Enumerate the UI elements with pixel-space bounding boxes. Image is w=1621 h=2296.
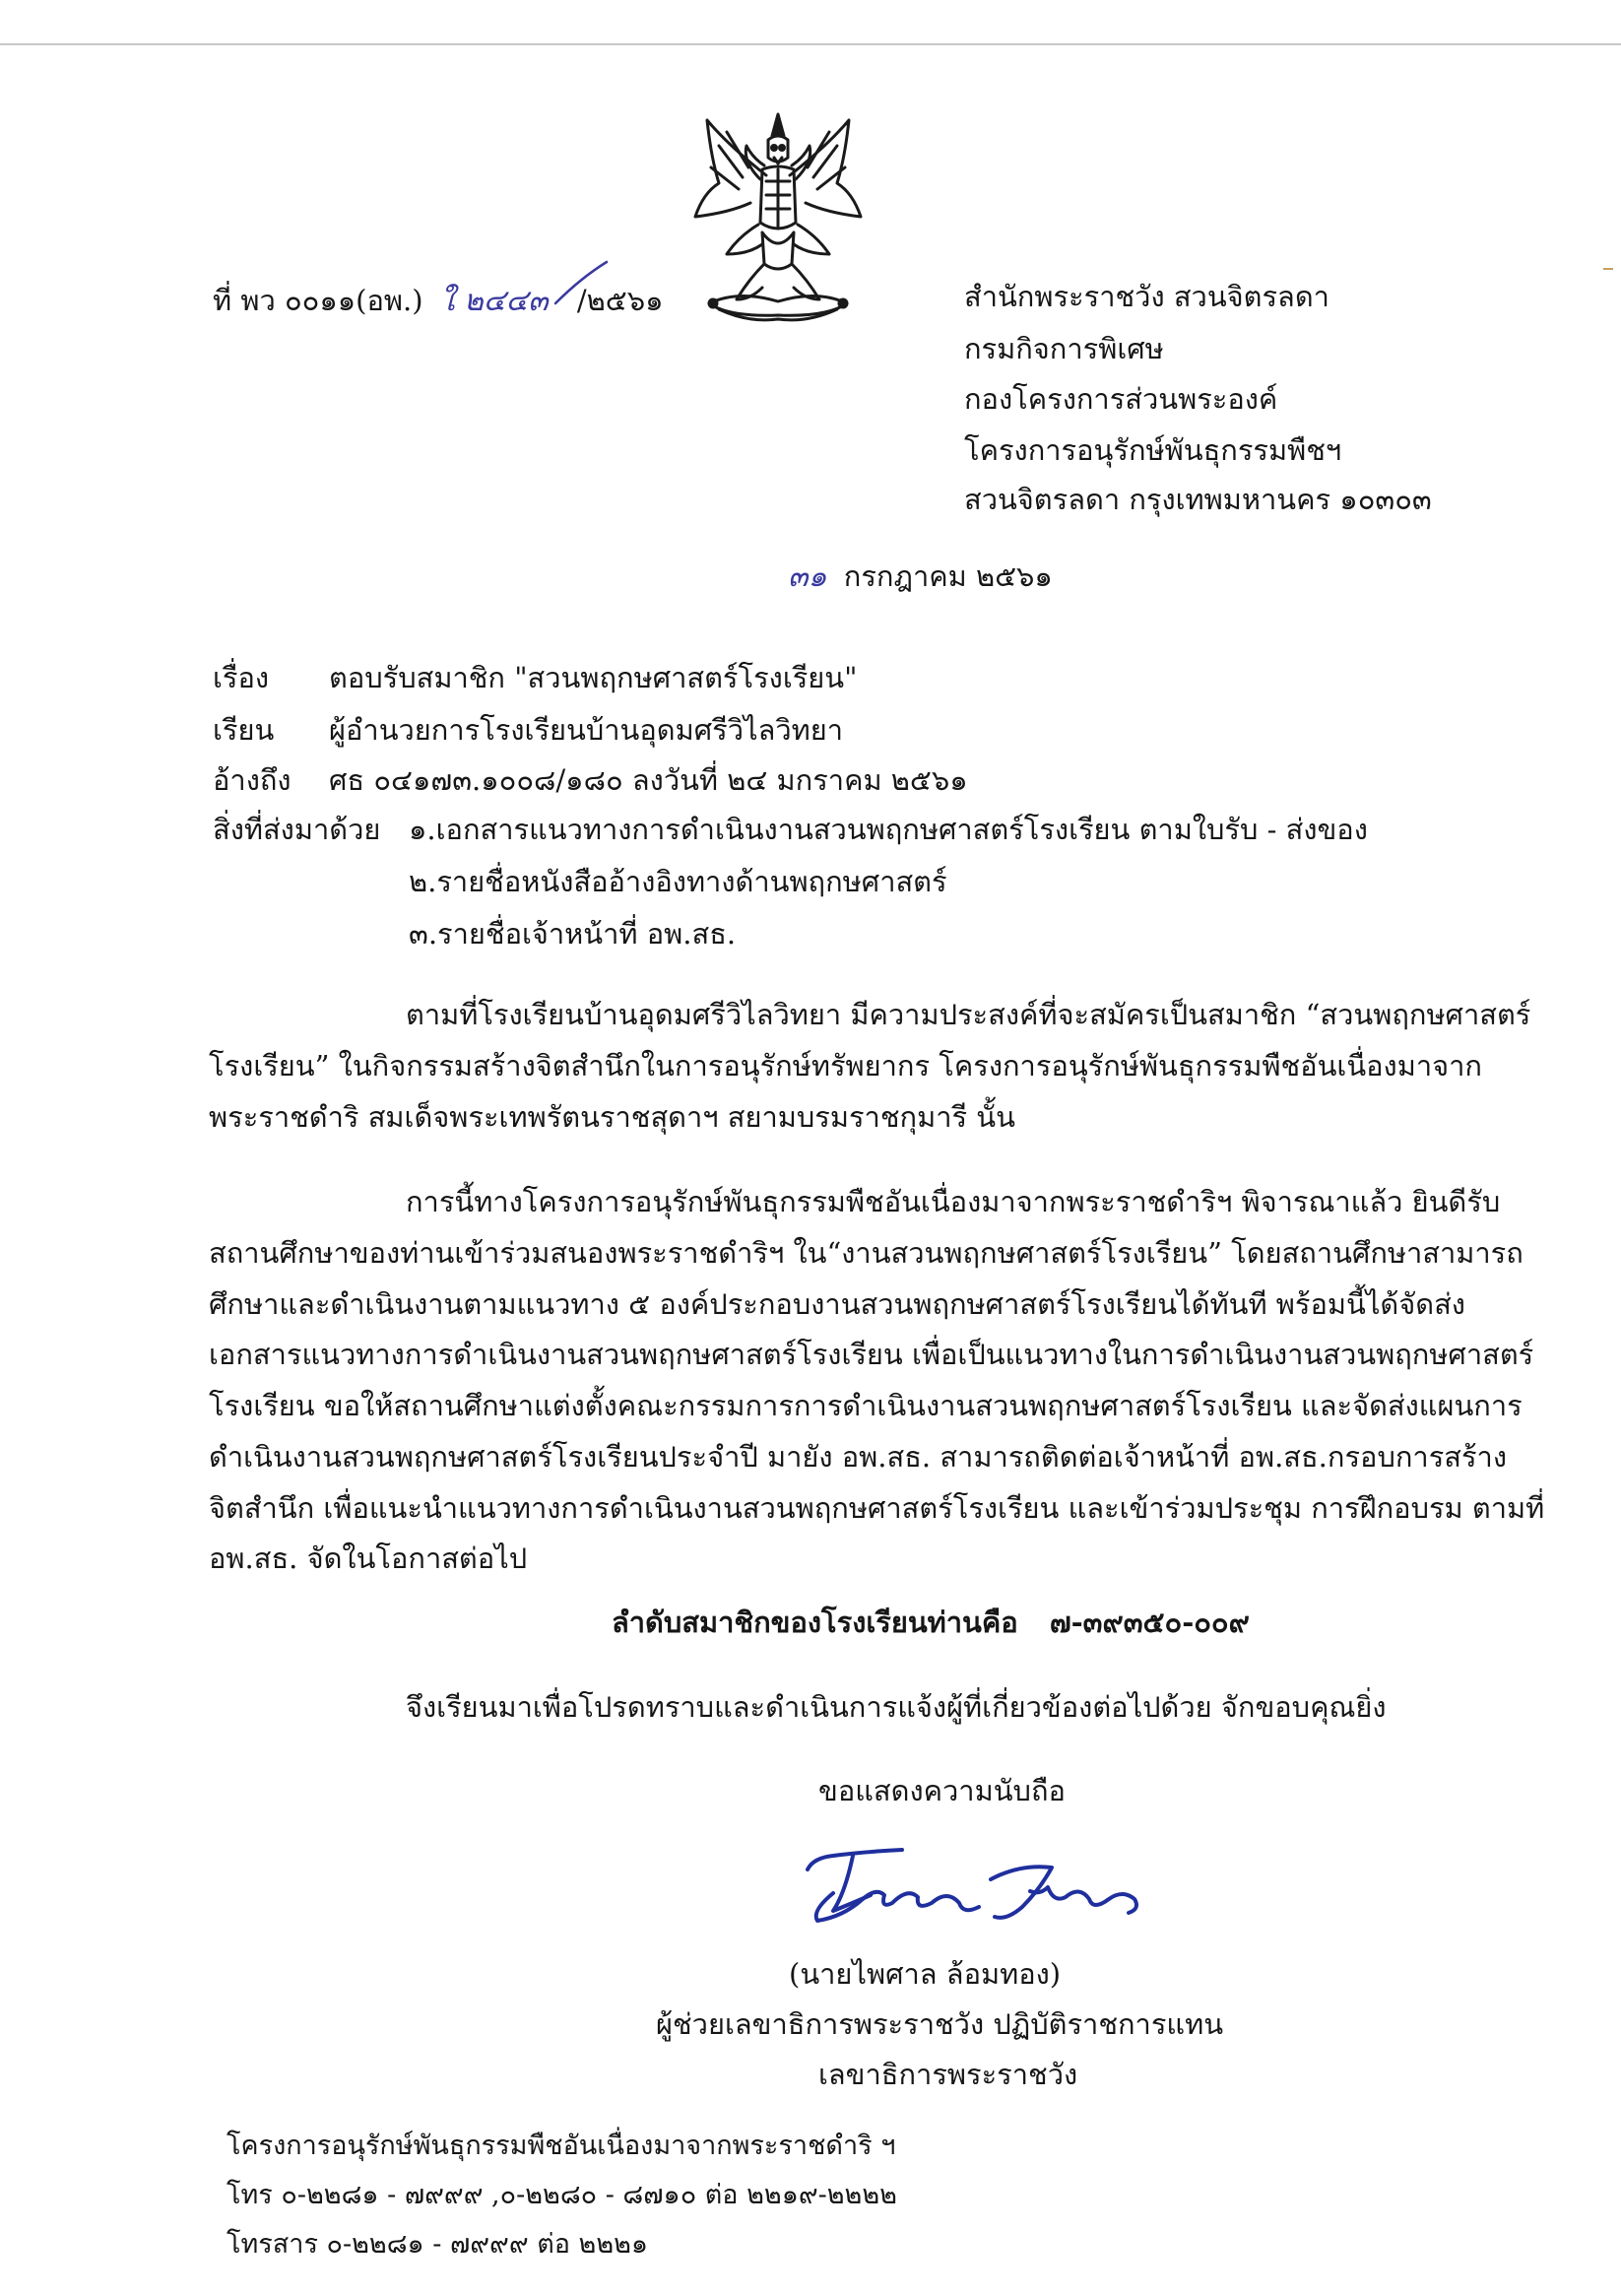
member-number-line: [612, 1603, 1250, 1642]
office-line-4: โครงการอนุรักษ์พันธุกรรมพืชฯ: [964, 433, 1342, 467]
enclosure-item-3: ๓.รายชื่อเจ้าหน้าที่ อพ.สธ.: [409, 917, 737, 951]
handwritten-slash-icon: [551, 258, 611, 307]
office-line-5: สวนจิตรลดา กรุงเทพมหานคร ๑๐๓๐๓: [964, 483, 1432, 516]
member-number-label: ลำดับสมาชิกของโรงเรียนท่านคือ: [612, 1606, 1018, 1639]
reference-value: ศธ ๐๔๑๗๓.๑๐๐๘/๑๘๐ ลงวันที่ ๒๔ มกราคม ๒๕๖๑: [329, 763, 968, 797]
paragraph2-line: จิตสำนึก เพื่อแนะนำแนวทางการดำเนินงานสวนพฤกษศาสตร์โรงเรียน และเข้าร่วมประชุม การฝึกอบรม ตามที่: [209, 1491, 1545, 1525]
paragraph1-line: ตามที่โรงเรียนบ้านอุดมศรีวิไลวิทยา มีความประสงค์ที่จะสมัครเป็นสมาชิก “สวนพฤกษศาสตร์: [406, 998, 1531, 1031]
scan-mark: [1603, 268, 1613, 270]
to-value: ผู้อำนวยการโรงเรียนบ้านอุดมศรีวิไลวิทยา: [329, 713, 844, 747]
date-month-year: กรกฎาคม ๒๕๖๑: [843, 559, 1053, 593]
enclosure-label: สิ่งที่ส่งมาด้วย: [213, 813, 381, 846]
top-scan-edge: [0, 43, 1621, 45]
footer-fax: โทรสาร ๐-๒๒๘๑ - ๗๙๙๙ ต่อ ๒๒๒๑: [227, 2229, 649, 2260]
signer-title-line-2: เลขาธิการพระราชวัง: [818, 2058, 1078, 2091]
handwritten-signature-icon: [794, 1834, 1158, 1942]
paragraph2-line: อพ.สธ. จัดในโอกาสต่อไป: [209, 1542, 528, 1575]
office-line-2: กรมกิจการพิเศษ: [964, 332, 1164, 365]
ref-number-handwritten: ใ ๒๔๔๓: [439, 284, 549, 318]
member-number-value: ๗-๓๙๓๕๐-๐๐๙: [1049, 1606, 1250, 1639]
ref-prefix: ที่ พว ๐๐๑๑(อพ.): [213, 284, 423, 317]
salutation: ขอแสดงความนับถือ: [818, 1774, 1066, 1807]
paragraph2-line: การนี้ทางโครงการอนุรักษ์พันธุกรรมพืชอันเนื่องมาจากพระราชดำริฯ พิจารณาแล้ว ยินดีรับ: [406, 1185, 1501, 1218]
enclosure-item-2: ๒.รายชื่อหนังสืออ้างอิงทางด้านพฤกษศาสตร์: [409, 865, 947, 898]
paragraph1-line: พระราชดำริ สมเด็จพระเทพรัตนราชสุดาฯ สยามบรมราชกุมารี นั้น: [209, 1100, 1015, 1134]
paragraph2-line: ศึกษาและดำเนินงานตามแนวทาง ๕ องค์ประกอบงานสวนพฤกษศาสตร์โรงเรียนได้ทันที พร้อมนี้ได้จัดส่ง: [209, 1287, 1465, 1321]
closing-sentence: จึงเรียนมาเพื่อโปรดทราบและดำเนินการแจ้งผู้ที่เกี่ยวข้องต่อไปด้วย จักขอบคุณยิ่ง: [406, 1690, 1387, 1724]
paragraph2-line: เอกสารแนวทางการดำเนินงานสวนพฤกษศาสตร์โรงเรียน เพื่อเป็นแนวทางในการดำเนินงานสวนพฤกษศาสตร์: [209, 1338, 1534, 1371]
signer-title-line-1: ผู้ช่วยเลขาธิการพระราชวัง ปฏิบัติราชการแทน: [656, 2007, 1224, 2041]
paragraph2-line: โรงเรียน ขอให้สถานศึกษาแต่งตั้งคณะกรรมการการดำเนินงานสวนพฤกษศาสตร์โรงเรียน และจัดส่งแผนการ: [209, 1389, 1523, 1422]
letter-date: [788, 557, 1053, 597]
signer-name: (นายไพศาล ล้อมทอง): [789, 1957, 1062, 1991]
to-label: เรียน: [213, 713, 275, 747]
enclosure-item-1: ๑.เอกสารแนวทางการดำเนินงานสวนพฤกษศาสตร์โรงเรียน ตามใบรับ - ส่งของ: [409, 813, 1368, 846]
paragraph1-line: โรงเรียน” ในกิจกรรมสร้างจิตสำนึกในการอนุรักษ์ทรัพยากร โครงการอนุรักษ์พันธุกรรมพืชอันเนื่องมาจาก: [209, 1049, 1482, 1082]
date-day-handwritten: ๓๑: [788, 559, 827, 594]
footer-organization: โครงการอนุรักษ์พันธุกรรมพืชอันเนื่องมาจากพระราชดำริ ฯ: [227, 2131, 896, 2161]
subject-value: ตอบรับสมาชิก "สวนพฤกษศาสตร์โรงเรียน": [329, 661, 858, 694]
office-line-3: กองโครงการส่วนพระองค์: [964, 382, 1278, 416]
subject-label: เรื่อง: [213, 661, 270, 694]
paragraph2-line: สถานศึกษาของท่านเข้าร่วมสนองพระราชดำริฯ ใน“งานสวนพฤกษศาสตร์โรงเรียน” โดยสถานศึกษาสามารถ: [209, 1236, 1524, 1270]
footer-phone: โทร ๐-๒๒๘๑ - ๗๙๙๙ ,๐-๒๒๘๐ - ๘๗๑๐ ต่อ ๒๒๑๙-๒๒๒๒: [227, 2180, 897, 2210]
ref-year: /๒๕๖๑: [576, 284, 664, 317]
reference-label: อ้างถึง: [213, 763, 292, 797]
office-line-1: สำนักพระราชวัง สวนจิตรลดา: [964, 280, 1329, 313]
paragraph2-line: ดำเนินงานสวนพฤกษศาสตร์โรงเรียนประจำปี มายัง อพ.สธ. สามารถติดต่อเจ้าหน้าที่ อพ.สธ.กรอบการสร้าง: [209, 1440, 1507, 1474]
garuda-emblem-icon: [689, 106, 867, 327]
